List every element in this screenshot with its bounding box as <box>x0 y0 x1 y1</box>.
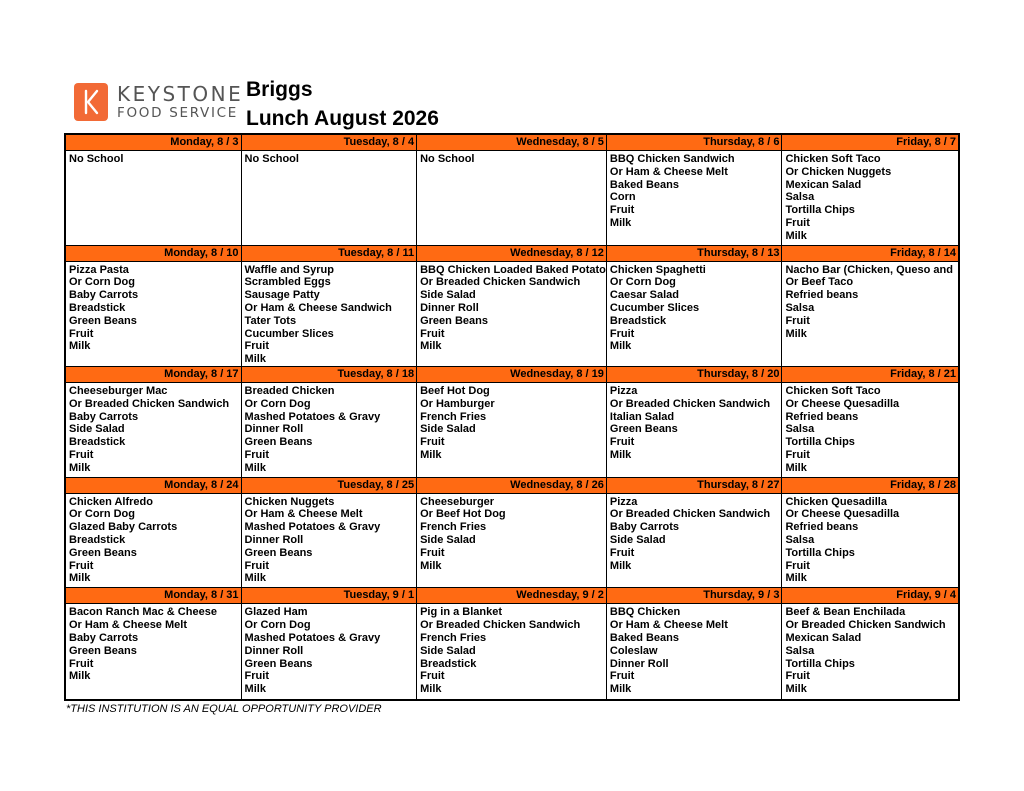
menu-items <box>607 151 782 230</box>
menu-item: Chicken Soft Taco <box>785 385 881 398</box>
menu-item: Side Salad <box>420 644 476 657</box>
day-cell <box>66 246 242 367</box>
menu-item: Glazed Baby Carrots <box>69 521 178 534</box>
menu-item: Or Breaded Chicken Sandwich <box>69 397 230 410</box>
menu-item: Tortilla Chips <box>785 436 855 449</box>
menu-item: Fruit <box>785 449 810 462</box>
menu-item: Bacon Ranch Mac & Cheese <box>69 606 217 619</box>
menu-item: Mashed Potatoes & Gravy <box>244 631 381 644</box>
day-header: Wednesday, 8 / 26 <box>417 478 606 494</box>
menu-item: Milk <box>244 461 266 474</box>
menu-item: Baked Beans <box>609 178 679 191</box>
menu-item: Milk <box>785 572 807 585</box>
menu-item: Salsa <box>785 644 815 657</box>
day-header: Wednesday, 8 / 12 <box>417 246 606 262</box>
menu-item: Waffle and Syrup <box>244 263 334 276</box>
menu-item: Side Salad <box>420 289 476 302</box>
menu-item: Fruit <box>785 314 810 327</box>
keystone-logo <box>74 83 243 121</box>
menu-item: Cheeseburger <box>420 495 495 508</box>
day-header: Wednesday, 9 / 2 <box>417 588 606 604</box>
day-header: Friday, 8 / 7 <box>782 135 958 151</box>
menu-item: Baby Carrots <box>69 410 139 423</box>
menu-item: Or Ham & Cheese Melt <box>69 619 187 632</box>
menu-items <box>607 494 782 573</box>
menu-item: Salsa <box>785 302 815 315</box>
menu-item: Milk <box>244 572 266 585</box>
menu-item: Dinner Roll <box>244 534 304 547</box>
logo-text <box>117 81 244 121</box>
menu-item: Cucumber Slices <box>609 302 700 315</box>
day-cell <box>66 588 242 699</box>
menu-item: Fruit <box>420 670 445 683</box>
menu-item: Fruit <box>420 546 445 559</box>
day-header: Tuesday, 8 / 4 <box>242 135 417 151</box>
menu-item: Fruit <box>609 546 635 559</box>
menu-item: Fruit <box>785 559 810 572</box>
menu-items <box>782 604 958 696</box>
menu-item: Milk <box>244 683 266 696</box>
menu-items <box>66 151 241 166</box>
day-header: Friday, 8 / 28 <box>782 478 958 494</box>
menu-item: Baby Carrots <box>609 521 679 534</box>
menu-items <box>417 383 606 462</box>
menu-item: Green Beans <box>244 657 313 670</box>
menu-item: French Fries <box>420 631 487 644</box>
menu-item: BBQ Chicken Sandwich <box>609 153 735 165</box>
menu-item: Milk <box>785 327 807 340</box>
day-header: Monday, 8 / 24 <box>66 478 241 494</box>
day-cell <box>782 588 958 699</box>
school-name: Briggs <box>246 78 313 101</box>
menu-item: Fruit <box>609 327 635 340</box>
menu-item: Breadstick <box>69 436 126 449</box>
day-header: Thursday, 8 / 27 <box>607 478 782 494</box>
menu-item: Breadstick <box>69 302 126 315</box>
menu-item: Or Corn Dog <box>69 276 135 289</box>
menu-item: Salsa <box>785 534 815 547</box>
menu-item: Beef & Bean Enchilada <box>785 606 906 619</box>
menu-item: Or Corn Dog <box>244 397 311 410</box>
menu-item: Or Chicken Nuggets <box>785 165 892 178</box>
menu-item: Mexican Salad <box>785 631 862 644</box>
menu-item: Or Breaded Chicken Sandwich <box>609 397 771 410</box>
day-cell <box>66 478 242 589</box>
menu-item: Fruit <box>244 340 269 353</box>
menu-item: Fruit <box>420 327 445 340</box>
day-header: Friday, 8 / 14 <box>782 246 958 262</box>
menu-item: Corn <box>609 191 636 204</box>
day-header: Friday, 8 / 21 <box>782 367 958 383</box>
day-cell <box>417 135 607 246</box>
menu-item: Or Cheese Quesadilla <box>785 397 900 410</box>
menu-item: Tortilla Chips <box>785 546 855 559</box>
day-cell <box>782 135 958 246</box>
menu-item: Chicken Spaghetti <box>609 263 706 276</box>
menu-item: Or Corn Dog <box>244 619 311 632</box>
day-header: Tuesday, 9 / 1 <box>242 588 417 604</box>
menu-item: No School <box>69 153 124 165</box>
brand-name: KEYSTONE <box>117 81 244 106</box>
menu-title: Lunch August 2026 <box>246 107 439 130</box>
menu-item: Scrambled Eggs <box>244 276 331 289</box>
day-header: Thursday, 8 / 6 <box>607 135 782 151</box>
menu-items <box>782 151 958 243</box>
day-cell <box>417 588 607 699</box>
day-cell <box>417 246 607 367</box>
menu-items <box>782 383 958 475</box>
day-header: Thursday, 9 / 3 <box>607 588 782 604</box>
menu-item: Green Beans <box>244 436 313 449</box>
day-cell <box>607 367 783 478</box>
menu-item: Fruit <box>609 436 635 449</box>
menu-item: Green Beans <box>69 644 137 657</box>
menu-item: Milk <box>69 572 91 585</box>
day-cell <box>242 588 418 699</box>
day-header: Tuesday, 8 / 25 <box>242 478 417 494</box>
menu-items <box>607 383 782 462</box>
menu-item: Dinner Roll <box>420 302 479 315</box>
menu-item: Or Hamburger <box>420 397 495 410</box>
menu-items <box>782 262 958 341</box>
menu-item: Milk <box>785 461 807 474</box>
menu-item: Salsa <box>785 423 815 436</box>
menu-item: Milk <box>420 683 442 696</box>
day-cell <box>607 478 783 589</box>
menu-items <box>242 604 417 696</box>
day-cell <box>607 246 783 367</box>
menu-item: Or Ham & Cheese Melt <box>609 165 728 178</box>
menu-item: Fruit <box>785 216 810 229</box>
menu-item: Tortilla Chips <box>785 657 855 670</box>
menu-item: Milk <box>609 559 632 572</box>
day-header: Thursday, 8 / 20 <box>607 367 782 383</box>
day-cell <box>66 367 242 478</box>
menu-items <box>417 604 606 696</box>
day-cell <box>782 246 958 367</box>
menu-item: Pig in a Blanket <box>420 606 503 619</box>
day-cell <box>417 478 607 589</box>
menu-items <box>607 604 782 696</box>
menu-item: Milk <box>69 670 91 683</box>
menu-item: Milk <box>609 340 632 353</box>
menu-items <box>417 262 606 354</box>
menu-item: Coleslaw <box>609 644 658 657</box>
menu-item: Chicken Soft Taco <box>785 153 881 165</box>
menu-item: Mashed Potatoes & Gravy <box>244 521 381 534</box>
menu-item: Pizza <box>609 495 638 508</box>
menu-items <box>66 604 241 683</box>
menu-items <box>242 383 417 475</box>
menu-item: Green Beans <box>609 423 678 436</box>
menu-item: Side Salad <box>69 423 125 436</box>
menu-item: Or Ham & Cheese Melt <box>244 508 363 521</box>
day-header: Wednesday, 8 / 5 <box>417 135 606 151</box>
menu-item: Fruit <box>69 559 94 572</box>
menu-item: Pizza Pasta <box>69 263 129 276</box>
menu-item: Breaded Chicken <box>244 385 335 398</box>
menu-item: Nacho Bar (Chicken, Queso and <box>785 263 953 276</box>
menu-item: Dinner Roll <box>609 657 669 670</box>
day-cell <box>782 478 958 589</box>
menu-item: French Fries <box>420 410 487 423</box>
menu-item: BBQ Chicken Loaded Baked Potato <box>420 263 606 276</box>
brand-subtitle: FOOD SERVICE <box>117 104 239 121</box>
menu-item: Milk <box>609 449 632 462</box>
menu-items <box>242 494 417 586</box>
menu-item: Fruit <box>420 436 445 449</box>
menu-item: Cucumber Slices <box>244 327 334 340</box>
menu-item: Milk <box>609 216 632 229</box>
menu-item: Or Ham & Cheese Sandwich <box>244 302 392 315</box>
menu-item: Milk <box>785 683 807 696</box>
menu-items <box>417 151 606 166</box>
menu-item: Beef Hot Dog <box>420 385 490 398</box>
menu-items <box>242 262 417 366</box>
day-header: Wednesday, 8 / 19 <box>417 367 606 383</box>
menu-item: Fruit <box>244 559 269 572</box>
menu-items <box>782 494 958 586</box>
menu-item: Side Salad <box>420 423 476 436</box>
menu-item: Fruit <box>244 670 269 683</box>
day-header: Friday, 9 / 4 <box>782 588 958 604</box>
menu-item: Green Beans <box>69 546 137 559</box>
menu-item: Milk <box>69 340 91 353</box>
menu-item: Chicken Nuggets <box>244 495 335 508</box>
menu-item: Milk <box>420 559 442 572</box>
menu-item: Milk <box>609 683 632 696</box>
menu-items <box>66 383 241 475</box>
menu-item: Or Corn Dog <box>69 508 135 521</box>
day-cell <box>607 588 783 699</box>
menu-item: Pizza <box>609 385 638 398</box>
menu-item: Tater Tots <box>244 314 297 327</box>
menu-item: Or Beef Hot Dog <box>420 508 506 521</box>
menu-item: Side Salad <box>609 534 666 547</box>
menu-calendar <box>64 133 960 701</box>
day-header: Tuesday, 8 / 11 <box>242 246 417 262</box>
menu-item: Mashed Potatoes & Gravy <box>244 410 381 423</box>
day-cell <box>417 367 607 478</box>
day-header: Tuesday, 8 / 18 <box>242 367 417 383</box>
menu-item: Breadstick <box>69 534 126 547</box>
day-header: Thursday, 8 / 13 <box>607 246 782 262</box>
menu-items <box>607 262 782 354</box>
menu-item: Fruit <box>244 449 269 462</box>
menu-item: Sausage Patty <box>244 289 320 302</box>
menu-item: Milk <box>420 340 442 353</box>
menu-item: Fruit <box>609 204 635 217</box>
menu-item: French Fries <box>420 521 487 534</box>
menu-item: Milk <box>69 461 91 474</box>
day-cell <box>242 478 418 589</box>
menu-item: Or Ham & Cheese Melt <box>609 619 728 632</box>
menu-item: Refried beans <box>785 289 859 302</box>
menu-item: BBQ Chicken <box>609 606 681 619</box>
menu-item: No School <box>244 153 299 165</box>
menu-item: Milk <box>785 229 807 242</box>
menu-item: Or Breaded Chicken Sandwich <box>609 508 771 521</box>
day-cell <box>782 367 958 478</box>
menu-items <box>242 151 417 166</box>
menu-item: Salsa <box>785 191 815 204</box>
menu-item: Breadstick <box>609 314 667 327</box>
menu-item: Italian Salad <box>609 410 675 423</box>
menu-item: Chicken Quesadilla <box>785 495 887 508</box>
menu-item: Glazed Ham <box>244 606 308 619</box>
menu-item: Mexican Salad <box>785 178 862 191</box>
menu-item: Dinner Roll <box>244 423 304 436</box>
day-cell <box>242 367 418 478</box>
day-header: Monday, 8 / 10 <box>66 246 241 262</box>
menu-item: Or Corn Dog <box>609 276 676 289</box>
menu-item: Or Cheese Quesadilla <box>785 508 900 521</box>
menu-item: Or Breaded Chicken Sandwich <box>420 276 581 289</box>
menu-item: Refried beans <box>785 410 859 423</box>
menu-item: Fruit <box>69 449 94 462</box>
day-header: Monday, 8 / 3 <box>66 135 241 151</box>
menu-item: Or Beef Taco <box>785 276 854 289</box>
day-cell <box>66 135 242 246</box>
menu-item: Dinner Roll <box>244 644 304 657</box>
menu-item: Refried beans <box>785 521 859 534</box>
day-cell <box>242 135 418 246</box>
menu-item: Cheeseburger Mac <box>69 385 168 398</box>
menu-item: Chicken Alfredo <box>69 495 153 508</box>
menu-item: Or Breaded Chicken Sandwich <box>785 619 946 632</box>
menu-item: Fruit <box>69 327 94 340</box>
menu-item: No School <box>420 153 475 165</box>
day-cell <box>607 135 783 246</box>
k-logo-icon <box>74 83 108 121</box>
menu-items <box>417 494 606 573</box>
menu-items <box>66 262 241 354</box>
menu-items <box>66 494 241 586</box>
menu-item: Fruit <box>69 657 94 670</box>
menu-item: Fruit <box>609 670 635 683</box>
menu-item: Tortilla Chips <box>785 204 855 217</box>
menu-item: Side Salad <box>420 534 476 547</box>
menu-item: Breadstick <box>420 657 477 670</box>
day-cell <box>242 246 418 367</box>
day-header: Monday, 8 / 31 <box>66 588 241 604</box>
menu-item: Or Breaded Chicken Sandwich <box>420 619 581 632</box>
menu-item: Baby Carrots <box>69 631 139 644</box>
menu-item: Milk <box>420 449 442 462</box>
menu-item: Caesar Salad <box>609 289 680 302</box>
menu-item: Milk <box>244 353 266 366</box>
day-header: Monday, 8 / 17 <box>66 367 241 383</box>
menu-item: Green Beans <box>244 546 313 559</box>
menu-item: Fruit <box>785 670 810 683</box>
menu-item: Baked Beans <box>609 631 679 644</box>
menu-item: Green Beans <box>420 314 488 327</box>
footer-note: *THIS INSTITUTION IS AN EQUAL OPPORTUNITY PROVIDER <box>66 703 382 715</box>
menu-item: Baby Carrots <box>69 289 139 302</box>
menu-item: Green Beans <box>69 314 137 327</box>
